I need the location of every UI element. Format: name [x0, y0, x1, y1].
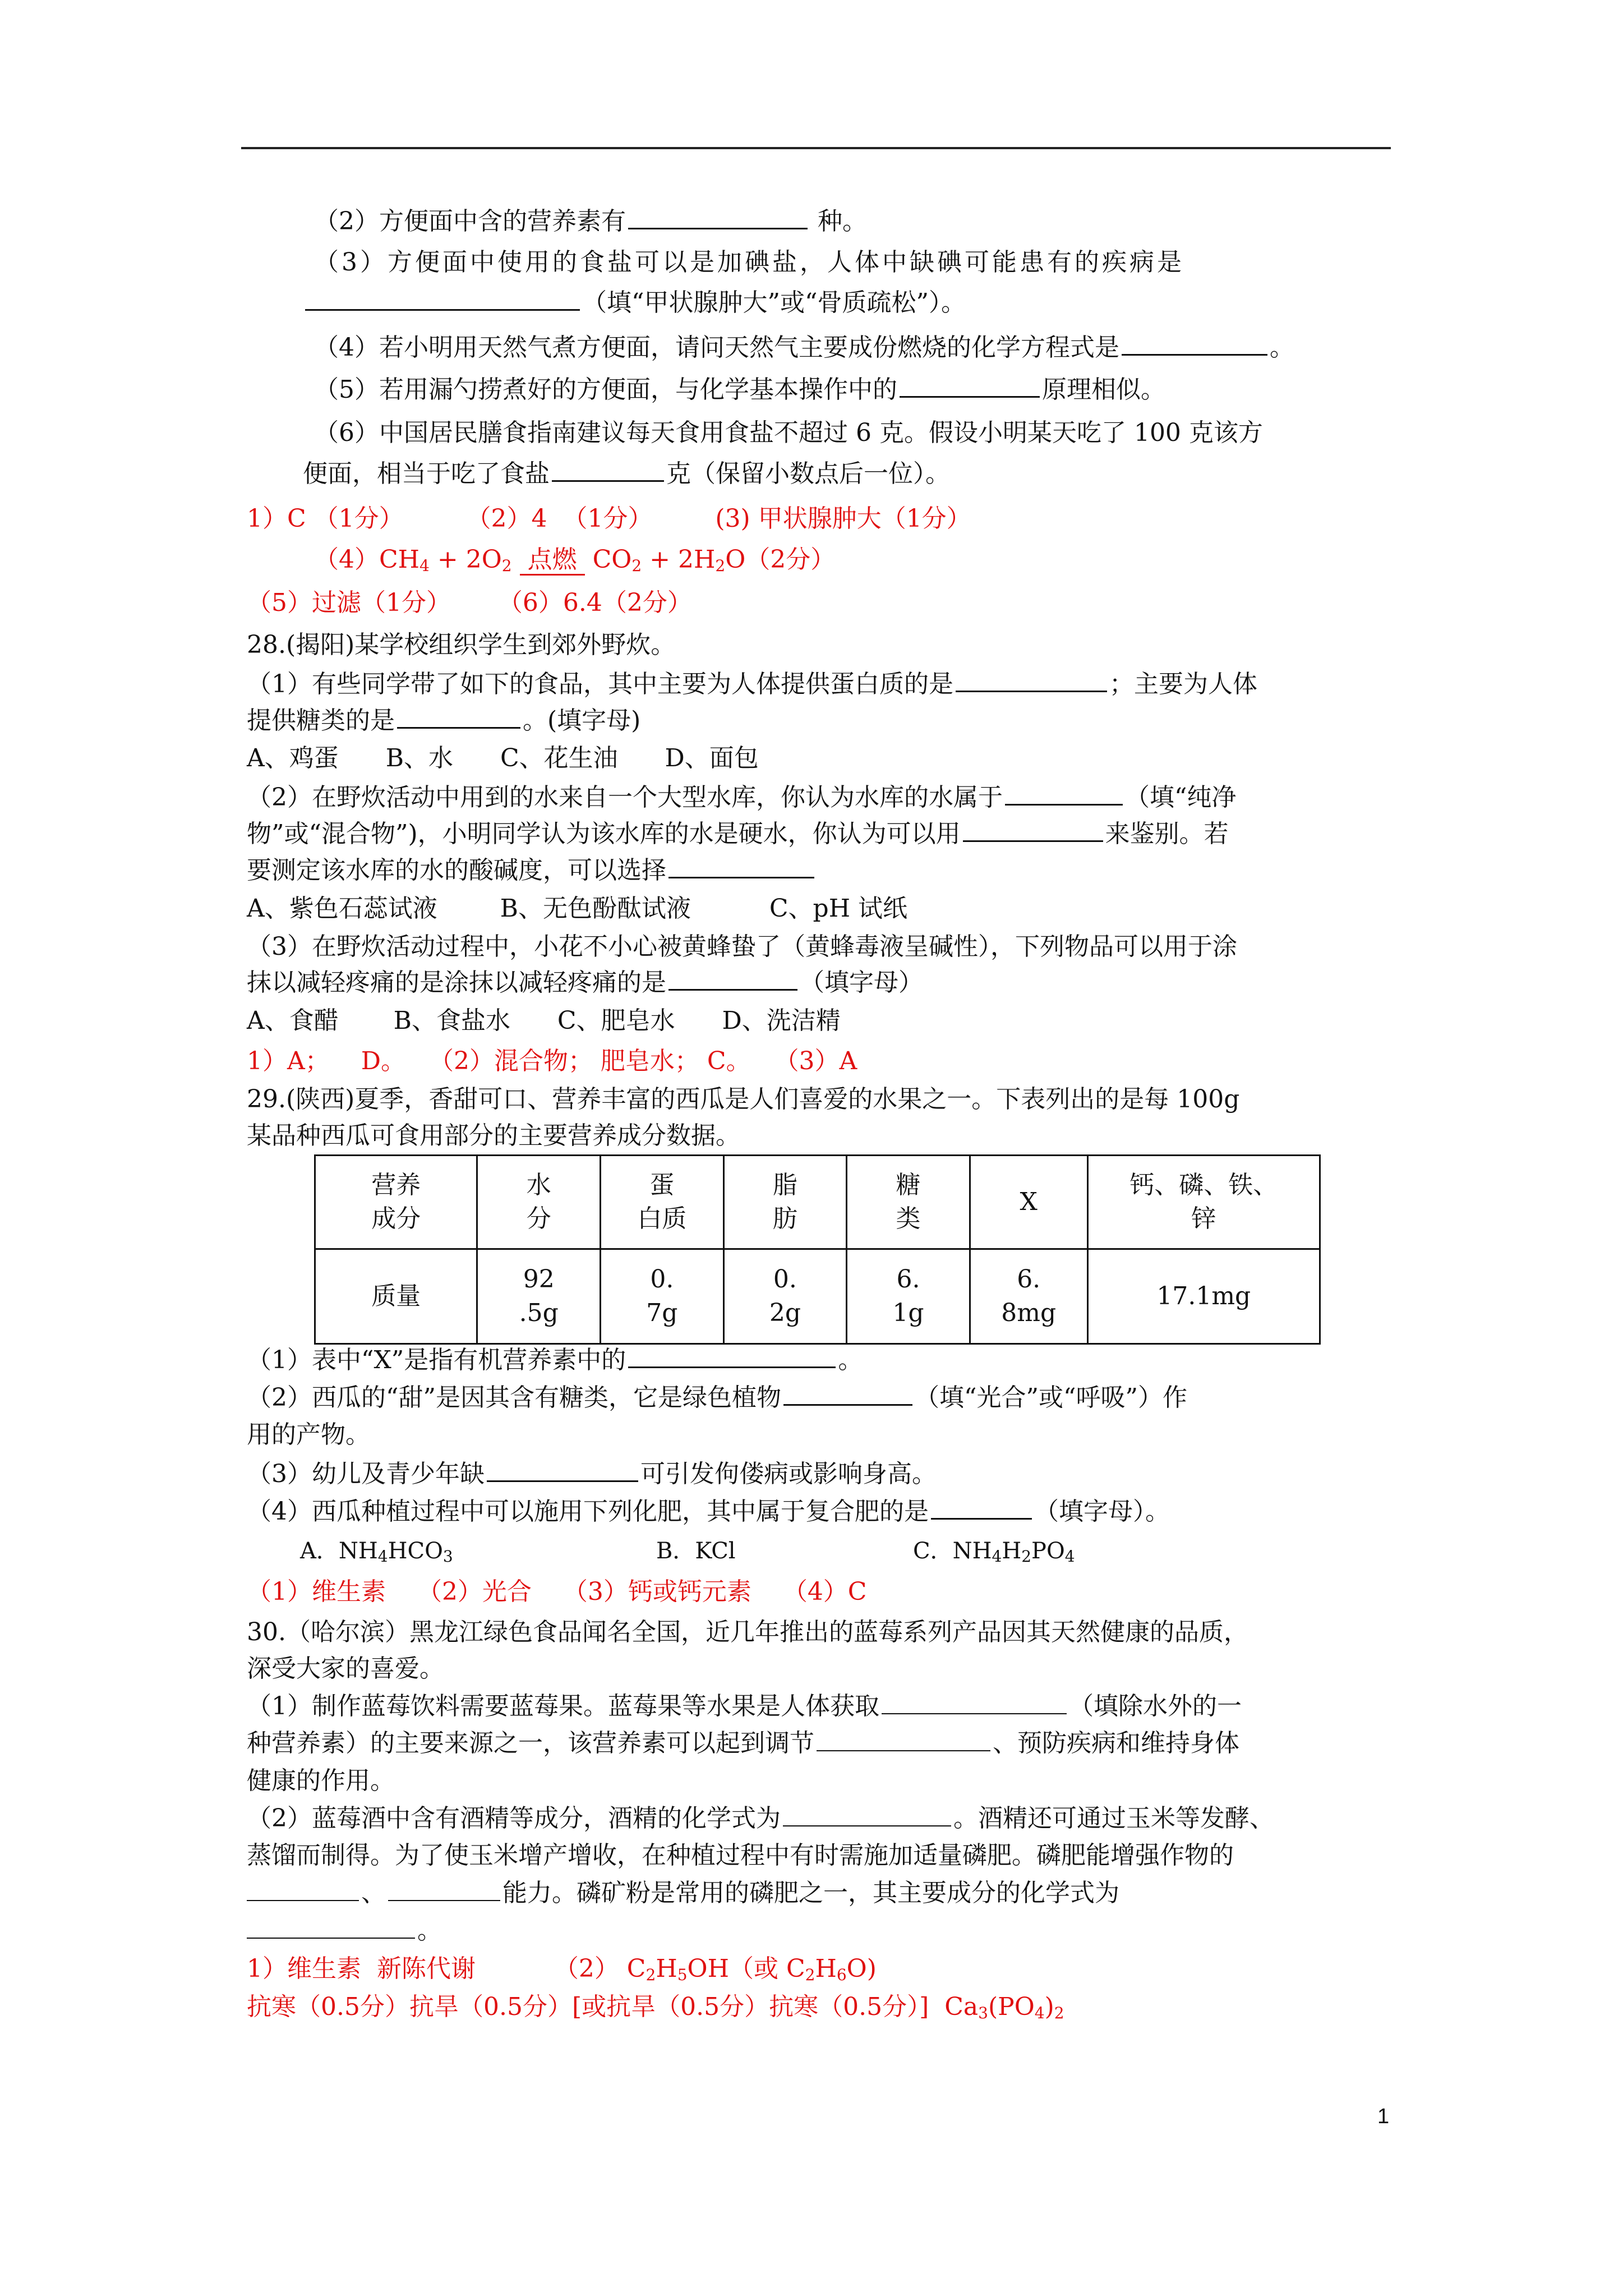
nutrition-table [314, 1154, 1321, 1345]
q28-part2-line3: 要测定该水库的水的酸碱度，可以选择 [247, 854, 817, 887]
q27-answer-line3: （5）过滤（1分） （6）6.4（2分） [247, 588, 692, 617]
table-cell: 0. 2g [723, 1249, 847, 1344]
q30-answer-line1: 1）维生素 新陈代谢 （2） $C_2H_5OH$（或 $C_2H_6O$) [247, 1954, 877, 1984]
q29-option-a: A．$NH_4HCO_3$ [300, 1538, 453, 1566]
header-rule [241, 147, 1391, 149]
table-header-cell: 水 分 [477, 1156, 601, 1249]
answer-blank[interactable] [900, 374, 1040, 398]
table-header-cell: 脂 肪 [723, 1156, 847, 1249]
q30-part2-line3: 、 能力。磷矿粉是常用的磷肥之一，其主要成分的化学式为 [247, 1876, 1119, 1910]
table-header-cell: X [970, 1156, 1087, 1249]
q29-part2-line1: （2）西瓜的“甜”是因其含有糖类，它是绿色植物 （填“光合”或“呼吸”）作 [247, 1381, 1187, 1415]
q30-part1-line3: 健康的作用。 [247, 1766, 395, 1795]
table-header-cell: 钙、磷、铁、 锌 [1087, 1156, 1320, 1249]
table-cell: 6. 1g [847, 1249, 970, 1344]
table-cell: 0. 7g [601, 1249, 724, 1344]
answer-blank[interactable] [931, 1496, 1032, 1520]
table-cell: 6. 8mg [970, 1249, 1087, 1344]
answer-blank[interactable] [783, 1803, 951, 1826]
q28-answer: 1）A； D。 （2）混合物； 肥皂水； C。 （3）A [247, 1047, 857, 1075]
q30-answer-line2: 抗寒（0.5分）抗旱（0.5分）[或抗旱（0.5分）抗寒（0.5分）] $Ca_3(PO_4)_2$ [247, 1993, 1064, 2022]
q29-option-c: C．$NH_4H_2PO_4$ [913, 1538, 1075, 1566]
answer-blank[interactable] [628, 1344, 836, 1368]
answer-blank[interactable] [628, 205, 808, 229]
q28-part2-line2: 物”或“混合物”)，小明同学认为该水库的水是硬水，你认为可以用 来鉴别。若 [247, 817, 1229, 851]
answer-blank[interactable] [956, 668, 1107, 692]
page-number: 1 [1377, 2105, 1390, 2128]
table-header-cell: 营养 成分 [315, 1156, 477, 1249]
table-cell: 92 .5g [477, 1249, 601, 1344]
q30-part2-line2: 蒸馏而制得。为了使玉米增产增收，在种植过程中有时需施加适量磷肥。磷肥能增强作物的 [247, 1841, 1234, 1870]
answer-blank[interactable] [817, 1728, 990, 1751]
q28-options-2: A、紫色石蕊试液 B、无色酚酞试液 C、pH 试纸 [247, 894, 908, 923]
q28-options-1: A、鸡蛋 B、水 C、花生油 D、面包 [247, 744, 759, 772]
answer-blank[interactable] [963, 818, 1103, 842]
answer-blank[interactable] [247, 1915, 415, 1939]
table-cell: 质量 [315, 1249, 477, 1344]
q28-title: 28.(揭阳)某学校组织学生到郊外野炊。 [247, 631, 676, 659]
q30-title-line1: 30.（哈尔滨）黑龙江绿色食品闻名全国，近几年推出的蓝莓系列产品因其天然健康的品质， [247, 1618, 1248, 1646]
q30-title-line2: 深受大家的喜爱。 [247, 1654, 444, 1683]
q30-part1-line2: 种营养素）的主要来源之一，该营养素可以起到调节 、预防疾病和维持身体 [247, 1729, 1239, 1757]
q28-options-3: A、食醋 B、食盐水 C、肥皂水 D、洗洁精 [247, 1006, 841, 1035]
q27-part6-line2: 便面，相当于吃了食盐 克（保留小数点后一位）。 [303, 457, 950, 491]
q29-title-line2: 某品种西瓜可食用部分的主要营养成分数据。 [247, 1121, 740, 1150]
answer-blank[interactable] [247, 1878, 359, 1901]
q27-part3-line2: （填“甲状腺肿大”或“骨质疏松”）。 [303, 286, 966, 320]
q29-title-line1: 29.(陕西)夏季，香甜可口、营养丰富的西瓜是人们喜爱的水果之一。下表列出的是每 100g [247, 1085, 1240, 1114]
q27-answer-line2: $(4)CH_4 + 2O_2$ 点燃 $CO_2 + 2H_2O(2$分） [314, 545, 836, 575]
q27-part4: （4）若小明用天然气煮方便面，请问天然气主要成份燃烧的化学方程式是 。 [314, 331, 1294, 365]
answer-blank[interactable] [668, 854, 814, 878]
answer-blank[interactable] [783, 1382, 912, 1406]
table-cell: 17.1mg [1087, 1249, 1320, 1344]
table-header-cell: 蛋 白质 [601, 1156, 724, 1249]
q27-part5: （5）若用漏勺捞煮好的方便面，与化学基本操作中的 原理相似。 [314, 373, 1165, 407]
answer-blank[interactable] [487, 1458, 638, 1482]
q28-part1-line2: 提供糖类的是 。(填字母) [247, 704, 640, 738]
q28-part2-line1: （2）在野炊活动中用到的水来自一个大型水库，你认为水库的水属于 （填“纯净 [247, 781, 1237, 815]
q29-part2-line2: 用的产物。 [247, 1420, 370, 1449]
q27-part3-line1: （3）方便面中使用的食盐可以是加碘盐，人体中缺碘可能患有的疾病是 [314, 248, 1184, 277]
q30-part2-line1: （2）蓝莓酒中含有酒精等成分，酒精的化学式为 。酒精还可通过玉米等发酵、 [247, 1804, 1274, 1833]
q29-answer: （1）维生素 （2）光合 （3）钙或钙元素 （4）C [247, 1577, 867, 1606]
answer-blank[interactable] [882, 1691, 1067, 1714]
answer-blank[interactable] [388, 1878, 500, 1901]
answer-blank[interactable] [397, 705, 520, 729]
answer-blank[interactable] [1005, 781, 1123, 806]
answer-blank[interactable] [1122, 332, 1267, 356]
table-header-cell: 糖 类 [847, 1156, 970, 1249]
q30-part2-line4: 。 [247, 1914, 442, 1948]
answer-blank[interactable] [668, 967, 797, 991]
q27-part6-line1: （6）中国居民膳食指南建议每天食用食盐不超过 6 克。假设小明某天吃了 100 克该方 [314, 418, 1263, 447]
q30-part1-line1: （1）制作蓝莓饮料需要蓝莓果。蓝莓果等水果是人体获取 （填除水外的一 [247, 1692, 1242, 1720]
q28-part3-line2: 抹以减轻疼痛的是涂抹以减轻疼痛的是 （填字母） [247, 966, 923, 1000]
q29-part4: （4）西瓜种植过程中可以施用下列化肥，其中属于复合肥的是 （填字母）。 [247, 1495, 1170, 1529]
answer-blank[interactable] [552, 458, 664, 482]
q29-part3: （3）幼儿及青少年缺 可引发佝偻病或影响身高。 [247, 1457, 937, 1491]
q29-part1: （1）表中“X”是指有机营养素中的 。 [247, 1343, 863, 1377]
q28-part3-line1: （3）在野炊活动过程中，小花不小心被黄蜂蛰了（黄蜂毒液呈碱性），下列物品可以用于涂 [247, 932, 1237, 961]
q29-option-b: B．KCl [656, 1538, 736, 1564]
q27-answer-line1: 1）C （1分） （2）4 （1分） (3) 甲状腺肿大（1分） [247, 504, 971, 533]
q28-part1-line1: （1）有些同学带了如下的食品，其中主要为人体提供蛋白质的是 ；主要为人体 [247, 668, 1257, 701]
answer-blank[interactable] [305, 287, 580, 311]
q27-part2: （2）方便面中含的营养素有 种。 [314, 205, 867, 238]
